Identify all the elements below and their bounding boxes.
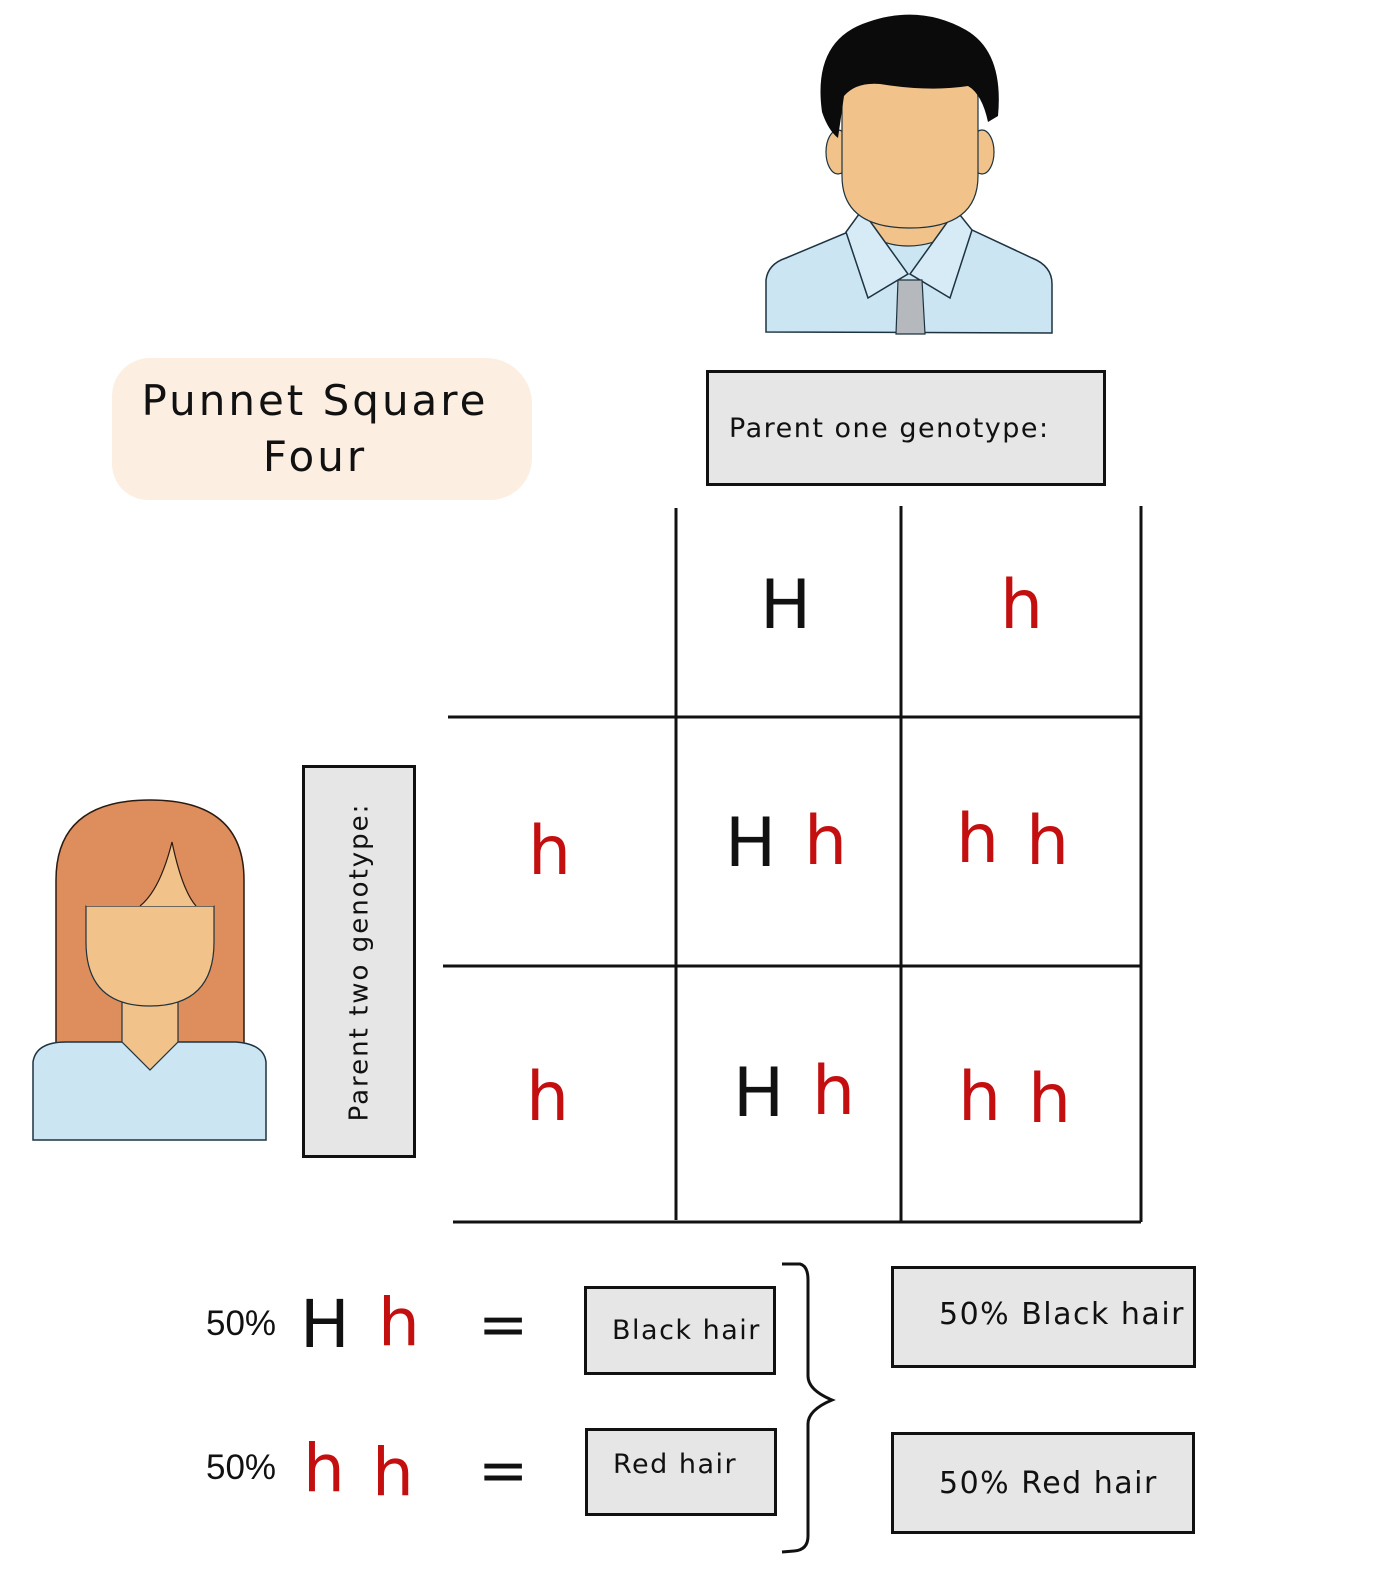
parent-two-allele-1: h	[528, 812, 572, 891]
offspring-r1c1-allele-1: H	[725, 804, 777, 883]
summary-2-allele-1: h	[303, 1430, 345, 1507]
offspring-r1c1-allele-2: h	[804, 802, 848, 881]
summary-brace	[782, 1264, 832, 1552]
summary-1-allele-2: h	[378, 1284, 420, 1361]
phenotype-box-black	[584, 1286, 776, 1375]
summary-2-equals: =	[478, 1436, 529, 1506]
title-badge	[112, 358, 532, 500]
male-figure-icon	[766, 15, 1052, 334]
phenotype-black-label: Black hair	[612, 1315, 761, 1346]
title-line-2: Four	[262, 432, 368, 481]
result-red-label: 50% Red hair	[939, 1465, 1158, 1501]
phenotype-box-red	[585, 1428, 777, 1516]
parent-one-allele-1: H	[760, 566, 812, 645]
parent-one-genotype-label: Parent one genotype:	[729, 412, 1050, 444]
parent-two-allele-2: h	[526, 1058, 570, 1137]
phenotype-red-label: Red hair	[613, 1449, 738, 1480]
offspring-r1c2-allele-2: h	[1026, 802, 1070, 881]
parent-two-genotype-label: Parent two genotype:	[344, 802, 375, 1121]
offspring-r2c1-allele-1: H	[733, 1054, 785, 1133]
summary-1-percent: 50%	[206, 1304, 277, 1343]
female-figure-icon	[33, 800, 266, 1140]
title-line-1: Punnet Square	[141, 376, 489, 425]
parent-one-genotype-box	[706, 370, 1106, 486]
summary-2-percent: 50%	[206, 1448, 277, 1487]
result-black-label: 50% Black hair	[939, 1297, 1185, 1332]
result-box-red	[891, 1432, 1195, 1534]
summary-1-allele-1: H	[300, 1286, 350, 1363]
parent-one-allele-2: h	[1000, 566, 1044, 645]
offspring-r1c2-allele-1: h	[956, 800, 1000, 879]
offspring-r2c2-allele-2: h	[1028, 1060, 1072, 1139]
result-box-black	[891, 1266, 1196, 1368]
summary-2-allele-2: h	[372, 1434, 414, 1511]
summary-1-equals: =	[478, 1290, 529, 1360]
parent-two-genotype-box	[302, 765, 416, 1158]
offspring-r2c2-allele-1: h	[958, 1058, 1002, 1137]
offspring-r2c1-allele-2: h	[812, 1052, 856, 1131]
